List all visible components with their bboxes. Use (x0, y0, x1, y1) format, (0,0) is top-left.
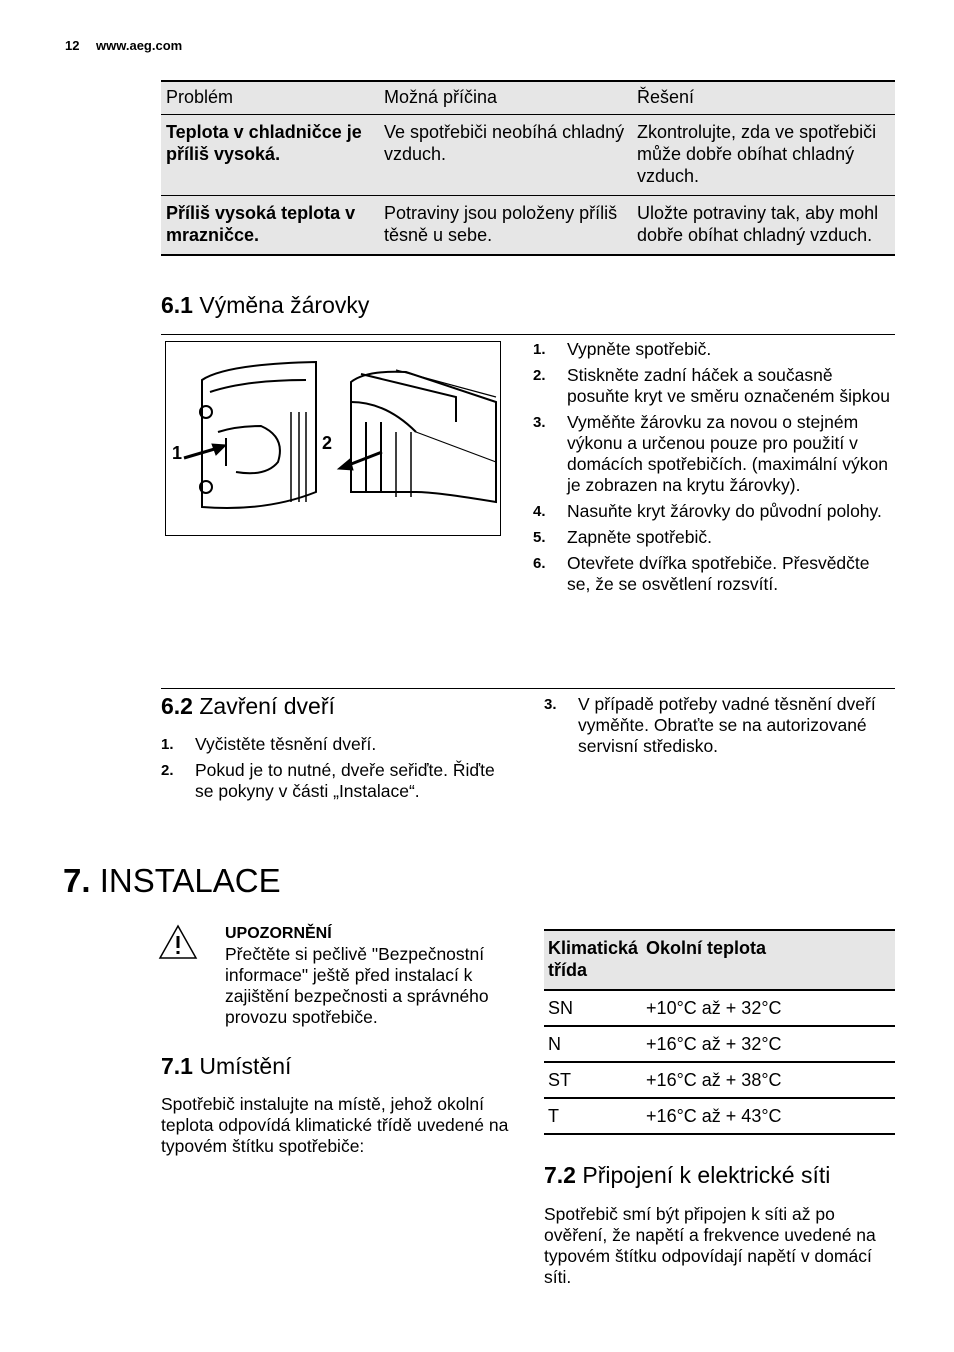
section-number: 7.2 (544, 1162, 576, 1188)
cell-temperature: +16°C až + 38°C (642, 1062, 895, 1098)
col-header-cause: Možná příčina (379, 81, 632, 115)
section-title: Zavření dveří (199, 693, 335, 719)
step-text: V případě potřeby vadné těsnění dveří vyměňte. Obraťte se na autorizované servisní středisko. (578, 694, 876, 756)
step-text: Vyčistěte těsnění dveří. (195, 734, 377, 754)
section-title: Připojení k elektrické síti (582, 1162, 831, 1188)
step-number: 5. (533, 529, 546, 546)
list-item (533, 501, 895, 522)
page-number: 12 (65, 38, 80, 53)
warning-triangle-icon (158, 924, 198, 960)
divider (161, 334, 895, 335)
cell-solution: Zkontrolujte, zda ve spotřebiči může dobře obíhat chladný vzduch. (632, 115, 895, 196)
step-text: Otevřete dvířka spotřebiče. Přesvědčte se, že se osvětlení rozsvítí. (567, 553, 870, 594)
step-number: 1. (161, 736, 174, 753)
table-row (544, 1098, 895, 1134)
list-item (544, 694, 895, 757)
step-number: 6. (533, 555, 546, 572)
list-item (533, 339, 895, 360)
step-number: 2. (161, 762, 174, 779)
col-header-temperature: Okolní teplota (642, 930, 895, 990)
list-item (161, 760, 511, 802)
chapter-title: INSTALACE (99, 862, 281, 899)
section-paragraph: Spotřebič smí být připojen k síti až po ověření, že napětí a frekvence uvedené na typovém štítku odpovídají napětí v domácí síti. (544, 1204, 876, 1287)
step-number: 3. (544, 696, 557, 713)
figure-label: 1 (172, 443, 183, 463)
trouble-table (161, 80, 895, 256)
list-item (533, 365, 895, 407)
door-steps-list (161, 734, 511, 807)
step-number: 4. (533, 503, 546, 520)
step-text: Zapněte spotřebič. (567, 527, 712, 547)
lamp-steps-list (533, 339, 895, 600)
step-text: Vyměňte žárovku za novou o stejném výkonu a určenou pouze pro použití v domácích spotřebičích. (maximální výkon je zobrazen na krytu žárovky). (567, 412, 888, 495)
section-title: Umístění (199, 1053, 292, 1079)
step-text: Nasuňte kryt žárovky do původní polohy. (567, 501, 882, 521)
lamp-diagram (166, 342, 500, 535)
cell-class: N (544, 1026, 642, 1062)
warning-block (225, 923, 515, 1028)
table-row (544, 1062, 895, 1098)
site-url: www.aeg.com (96, 38, 183, 53)
section-heading-7-2 (544, 1162, 830, 1189)
step-text: Pokud je to nutné, dveře seřiďte. Řiďte se pokyny v části „Instalace“. (195, 760, 495, 801)
chapter-number: 7. (63, 862, 91, 899)
section-title: Výměna žárovky (199, 292, 370, 318)
table-header-row (161, 81, 895, 115)
col-header-problem: Problém (161, 81, 379, 115)
cell-problem: Příliš vysoká teplota v mrazničce. (161, 196, 379, 256)
cell-class: SN (544, 990, 642, 1026)
section-heading-6-1 (161, 292, 369, 319)
section-heading-7-1 (161, 1053, 291, 1080)
step-number: 2. (533, 367, 546, 384)
list-item (533, 412, 895, 496)
step-text: Vypněte spotřebič. (567, 339, 712, 359)
section-number: 6.2 (161, 693, 193, 719)
table-row (161, 115, 895, 196)
step-number: 3. (533, 414, 546, 431)
cell-class: ST (544, 1062, 642, 1098)
chapter-heading (63, 862, 281, 900)
cell-temperature: +16°C až + 43°C (642, 1098, 895, 1134)
col-header-class: Klimatická třída (544, 930, 642, 990)
warning-title: UPOZORNĚNÍ (225, 925, 332, 942)
climate-table (544, 929, 895, 1135)
divider (161, 688, 895, 689)
cell-class: T (544, 1098, 642, 1134)
cell-solution: Uložte potraviny tak, aby mohl dobře obíhat chladný vzduch. (632, 196, 895, 256)
section-heading-6-2 (161, 693, 335, 720)
table-header-row (544, 930, 895, 990)
step-number: 1. (533, 341, 546, 358)
list-item (533, 553, 895, 595)
warning-text: Přečtěte si pečlivě "Bezpečnostní informace" ještě před instalací k zajištění bezpečnosti a správného provozu spotřebiče. (225, 944, 489, 1027)
list-item (533, 527, 895, 548)
section-number: 7.1 (161, 1053, 193, 1079)
cell-cause: Ve spotřebiči neobíhá chladný vzduch. (379, 115, 632, 196)
table-row (161, 196, 895, 256)
list-item (161, 734, 511, 755)
figure-label: 2 (322, 433, 333, 453)
cell-problem: Teplota v chladničce je příliš vysoká. (161, 115, 379, 196)
table-row (544, 990, 895, 1026)
section-number: 6.1 (161, 292, 193, 318)
col-header-solution: Řešení (632, 81, 895, 115)
door-steps-list-continued (544, 694, 895, 762)
table-row (544, 1026, 895, 1062)
section-paragraph: Spotřebič instalujte na místě, jehož okolní teplota odpovídá klimatické třídě uvedené na typovém štítku spotřebiče: (161, 1094, 509, 1156)
cell-cause: Potraviny jsou položeny příliš těsně u sebe. (379, 196, 632, 256)
cell-temperature: +10°C až + 32°C (642, 990, 895, 1026)
lamp-cover-illustration (165, 341, 501, 536)
cell-temperature: +16°C až + 32°C (642, 1026, 895, 1062)
step-text: Stiskněte zadní háček a současně posuňte kryt ve směru označeném šipkou (567, 365, 890, 406)
